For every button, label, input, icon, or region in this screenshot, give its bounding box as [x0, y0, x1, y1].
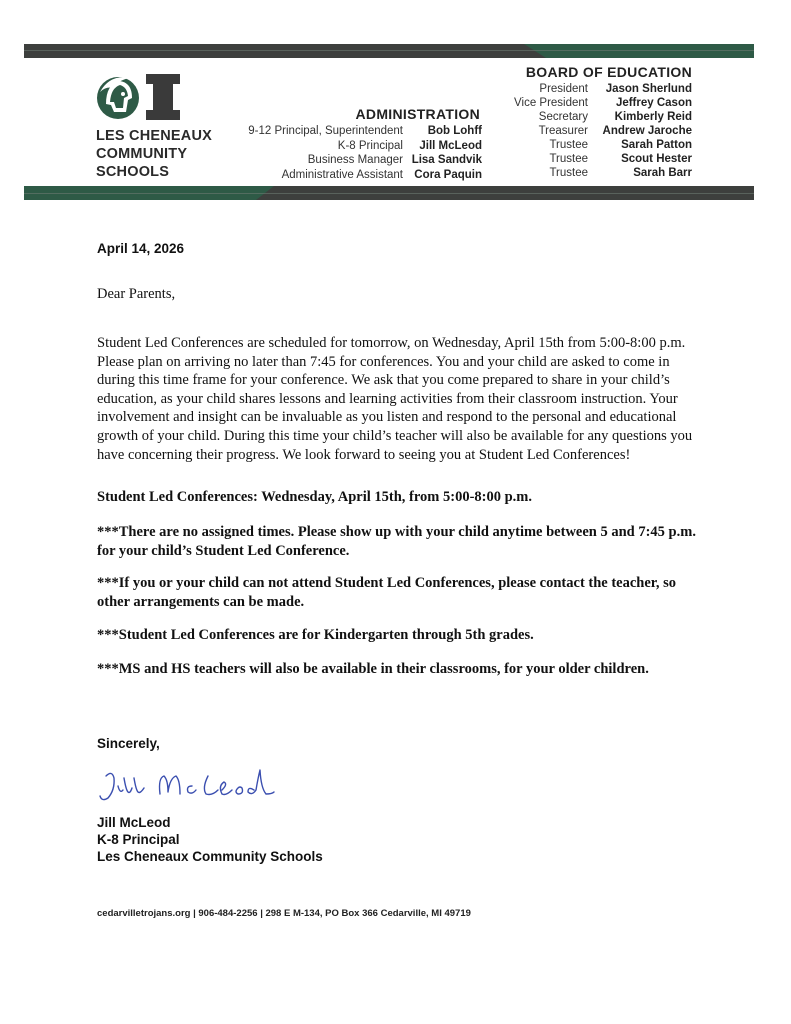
board-name: Sarah Barr [633, 167, 692, 179]
board-name: Sarah Patton [621, 139, 692, 151]
footer-contact: cedarvilletrojans.org | 906-484-2256 | 298 E M-134, PO Box 366 Cedarville, MI 49719 [97, 908, 471, 919]
admin-name: Bob Lohff [427, 125, 482, 137]
note-item: ***Student Led Conferences are for Kindergarten through 5th grades. [97, 627, 534, 643]
board-role: Secretary [538, 111, 588, 123]
administration-list [208, 124, 482, 182]
administration-row [208, 153, 482, 168]
handwritten-signature [96, 764, 296, 808]
board-row [494, 82, 692, 96]
board-role: Trustee [549, 167, 588, 179]
board-name: Scout Hester [621, 153, 692, 165]
board-row [494, 96, 692, 110]
board-name: Jason Sherlund [605, 83, 692, 95]
administration-row [208, 168, 482, 183]
trojan-helmet-icon [97, 77, 139, 119]
board-list [494, 82, 692, 180]
body-paragraph: Student Led Conferences are scheduled for tomorrow, on Wednesday, April 15th from 5:00-8:00 p.m. Please plan on arriving no later than 7:45 for conferences. You and your child are asked to come in during this time frame for your conference. We ask that you come prepared to share in your child’s education, as your child shares lessons and learning activities from their classroom instruction. Your involvement and insight can be invaluable as you listen and respond to the personal and educational growth of your child. During this time your child’s teacher will also be available for any questions you have concerning their progress. We look forward to seeing you at Student Led Conferences! [97, 335, 693, 463]
letter-date: April 14, 2026 [97, 241, 185, 256]
school-name-line: LES CHENEAUX [96, 128, 212, 144]
board-name: Kimberly Reid [614, 111, 692, 123]
board-role: President [539, 83, 588, 95]
header-top-band [24, 44, 754, 58]
note-item: ***There are no assigned times. Please show up with your child anytime between 5 and 7:45 p.m. for your child’s Student Led Conference. [97, 524, 696, 559]
board-name: Andrew Jaroche [602, 125, 692, 137]
board-role: Trustee [549, 153, 588, 165]
board-row [494, 124, 692, 138]
admin-name: Cora Paquin [414, 168, 482, 181]
admin-role: Business Manager [307, 154, 403, 166]
signer-title: K-8 Principal [97, 832, 180, 847]
administration-heading: ADMINISTRATION [355, 106, 480, 122]
board-heading: BOARD OF EDUCATION [525, 64, 692, 80]
school-name-line: SCHOOLS [96, 164, 170, 180]
board-role: Vice President [514, 97, 588, 109]
administration-row [208, 139, 482, 154]
salutation: Dear Parents, [97, 286, 176, 302]
school-logo [96, 72, 196, 122]
conference-summary: Student Led Conferences: Wednesday, April 15th, from 5:00-8:00 p.m. [97, 489, 533, 505]
board-row [494, 166, 692, 180]
admin-role: K-8 Principal [337, 139, 403, 152]
school-name-line: COMMUNITY [96, 146, 188, 162]
board-row [494, 138, 692, 152]
admin-role: 9-12 Principal, Superintendent [248, 125, 403, 137]
board-role: Trustee [549, 139, 588, 151]
signature-block [97, 814, 323, 865]
note-item: ***MS and HS teachers will also be available in their classrooms, for your older children. [97, 661, 649, 677]
signer-name: Jill McLeod [97, 815, 171, 830]
board-role: Treasurer [538, 125, 588, 137]
admin-name: Jill McLeod [419, 139, 482, 152]
admin-role: Administrative Assistant [281, 168, 403, 181]
board-row [494, 110, 692, 124]
board-name: Jeffrey Cason [615, 97, 692, 109]
administration-row [208, 124, 482, 139]
letter-i-mark [146, 74, 180, 120]
signer-org: Les Cheneaux Community Schools [97, 849, 323, 864]
note-item: ***If you or your child can not attend Student Led Conferences, please contact the teacher, so other arrangements can be made. [97, 575, 677, 610]
board-row [494, 152, 692, 166]
header-bottom-band [24, 186, 754, 200]
closing: Sincerely, [97, 736, 160, 751]
admin-name: Lisa Sandvik [411, 154, 482, 166]
